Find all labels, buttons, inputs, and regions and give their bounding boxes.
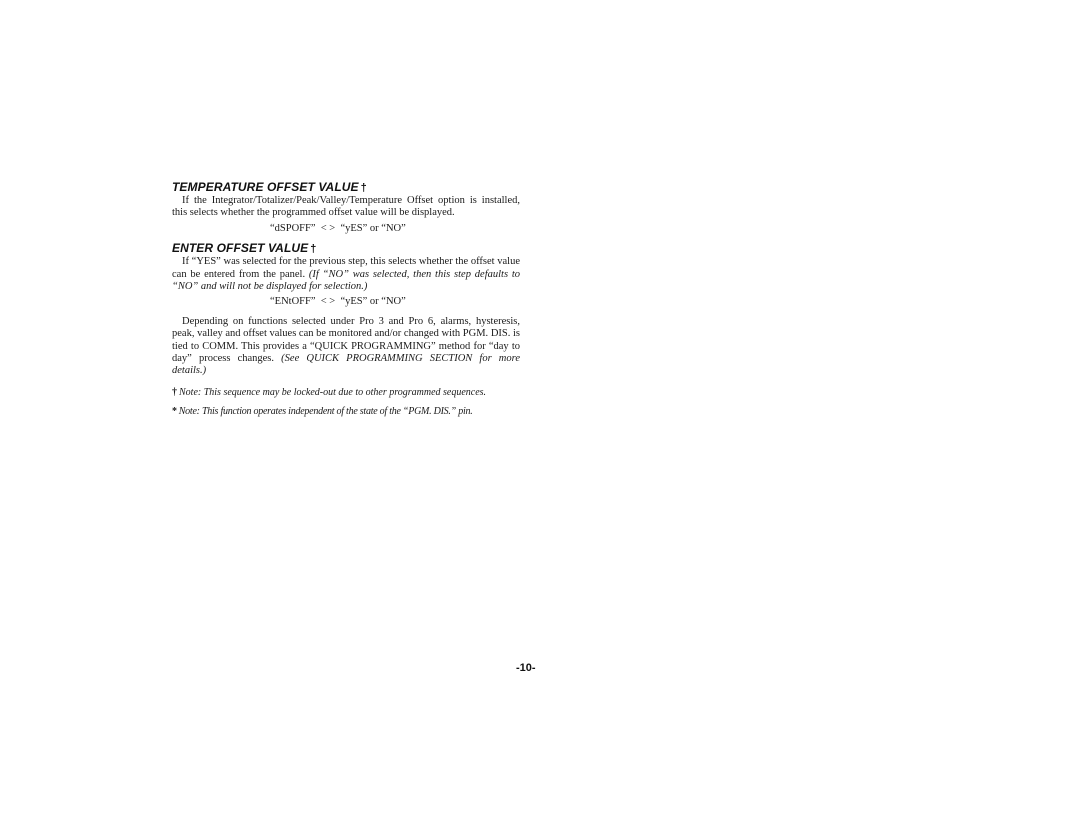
functions-italic-text: (See QUICK PROGRAMMING SECTION for more details.) (172, 353, 521, 377)
pgm-dis-note (172, 406, 520, 418)
temperature-offset-description: If the Integrator/Totalizer/Peak/Valley/Temperature Offset option is installed, this selects whether the programmed offset value will be displayed. (172, 195, 520, 219)
enter-offset-text: If “YES” was selected for the previous step, this selects whether the offset value can be entered from the panel. (172, 256, 520, 280)
enter-offset-title: ENTER OFFSET VALUE (172, 241, 309, 256)
entoff-separator: < > (320, 296, 336, 308)
note-dagger-marker: † (172, 386, 177, 398)
dagger-marker: † (310, 243, 317, 256)
functions-text: Depending on functions selected under Pro 3 and Pro 6, alarms, hysteresis, peak, valley and offset values can be monitored and/or changed with PGM. DIS. is tied to COMM. This provides a “QUICK PROGRAMMING” method for “day to day” process changes. (172, 315, 520, 365)
dspoff-separator: < > (320, 222, 336, 234)
page-number: -10- (516, 662, 536, 674)
lockout-note-text: Note: This sequence may be locked-out due to other programmed sequences. (179, 386, 487, 398)
temperature-offset-heading (172, 180, 520, 195)
entoff-code: “ENtOFF” (270, 296, 316, 308)
dagger-marker: † (360, 182, 367, 194)
pgm-dis-note-text: Note: This function operates independent of the state of the “PGM. DIS.” pin. (178, 406, 473, 418)
enter-offset-heading (172, 241, 520, 256)
temperature-offset-title: TEMPERATURE OFFSET VALUE (172, 180, 359, 194)
entoff-options: “yES” or “NO” (340, 296, 406, 308)
enter-offset-description (172, 256, 520, 293)
dspoff-code: “dSPOFF” (270, 222, 316, 234)
note-asterisk-marker: * (172, 406, 177, 418)
entoff-setting-line (172, 296, 520, 308)
dspoff-setting-line (172, 223, 520, 235)
lockout-note (172, 387, 520, 399)
functions-description (172, 316, 520, 378)
dspoff-options: “yES” or “NO” (340, 222, 406, 234)
enter-offset-italic-text: (If “NO” was selected, then this step defaults to “NO” and will not be displayed for selection.) (172, 268, 521, 293)
manual-page-content (172, 180, 520, 419)
